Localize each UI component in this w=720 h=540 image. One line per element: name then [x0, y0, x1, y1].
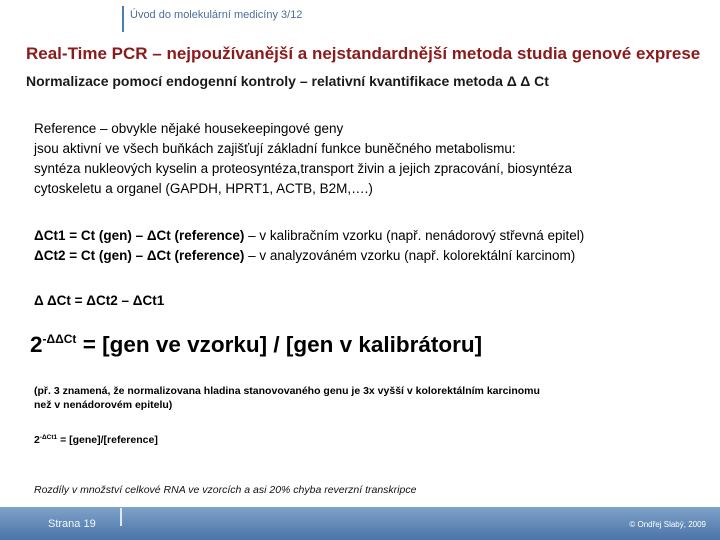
small-formula-rest: = [gene]/[reference] [57, 434, 158, 446]
reference-line: Reference – obvykle nějaké housekeepingové geny [34, 121, 344, 136]
delta-ct1-line [34, 226, 704, 246]
delta-ct1-formula: ΔCt1 = Ct (gen) – ΔCt (reference) [34, 228, 245, 243]
example-note [34, 384, 674, 412]
reference-paragraph [34, 119, 704, 199]
delta-ct-definitions [34, 226, 704, 266]
main-formula-rest: = [gen ve vzorku] / [gen v kalibrátoru] [76, 332, 483, 357]
course-header: Úvod do molekulární medicíny 3/12 [130, 9, 303, 21]
footer-bar [0, 507, 720, 540]
page-number: Strana 19 [48, 518, 96, 530]
small-formula-base: 2 [34, 434, 40, 446]
footnote: Rozdíly v množství celkové RNA ve vzorcích a asi 20% chyba reverzní transkripce [34, 484, 417, 496]
delta-ct2-line [34, 246, 704, 266]
main-formula [30, 332, 482, 358]
small-formula-exponent: -ΔCt1 [39, 434, 58, 441]
small-formula [34, 434, 158, 446]
header-divider [122, 6, 124, 32]
copyright: © Ondřej Slabý, 2009 [629, 520, 706, 529]
main-formula-base: 2 [30, 332, 43, 357]
note-line: (př. 3 znamená, že normalizovana hladina stanovovaného genu je 3x vyšší v kolorektálním karcinomu [34, 385, 540, 397]
note-line: než v nenádorovém epitelu) [34, 399, 173, 411]
reference-line: cytoskeletu a organel (GAPDH, HPRT1, ACTB, B2M,….) [34, 181, 373, 196]
delta-delta-ct-formula: Δ ΔCt = ΔCt2 – ΔCt1 [34, 293, 165, 308]
reference-line: jsou aktivní ve všech buňkách zajišťují základní funkce buněčného metabolismu: [34, 141, 516, 156]
slide-subtitle: Normalizace pomocí endogenní kontroly – relativní kvantifikace metoda Δ Δ Ct [26, 73, 549, 89]
delta-ct1-description: – v kalibračním vzorku (např. nenádorový střevná epitel) [244, 228, 585, 243]
slide-title: Real-Time PCR – nejpoužívanější a nejstandardnější metoda studia genové exprese [26, 44, 701, 63]
reference-line: syntéza nukleových kyselin a proteosyntéza,transport živin a jejich zpracování, biosyntéza [34, 161, 573, 176]
main-formula-exponent: -ΔΔCt [42, 332, 77, 346]
delta-ct2-description: – v analyzováném vzorku (např. kolorektální karcinom) [244, 248, 576, 263]
delta-ct2-formula: ΔCt2 = Ct (gen) – ΔCt (reference) [34, 248, 245, 263]
footer-divider [120, 508, 122, 526]
